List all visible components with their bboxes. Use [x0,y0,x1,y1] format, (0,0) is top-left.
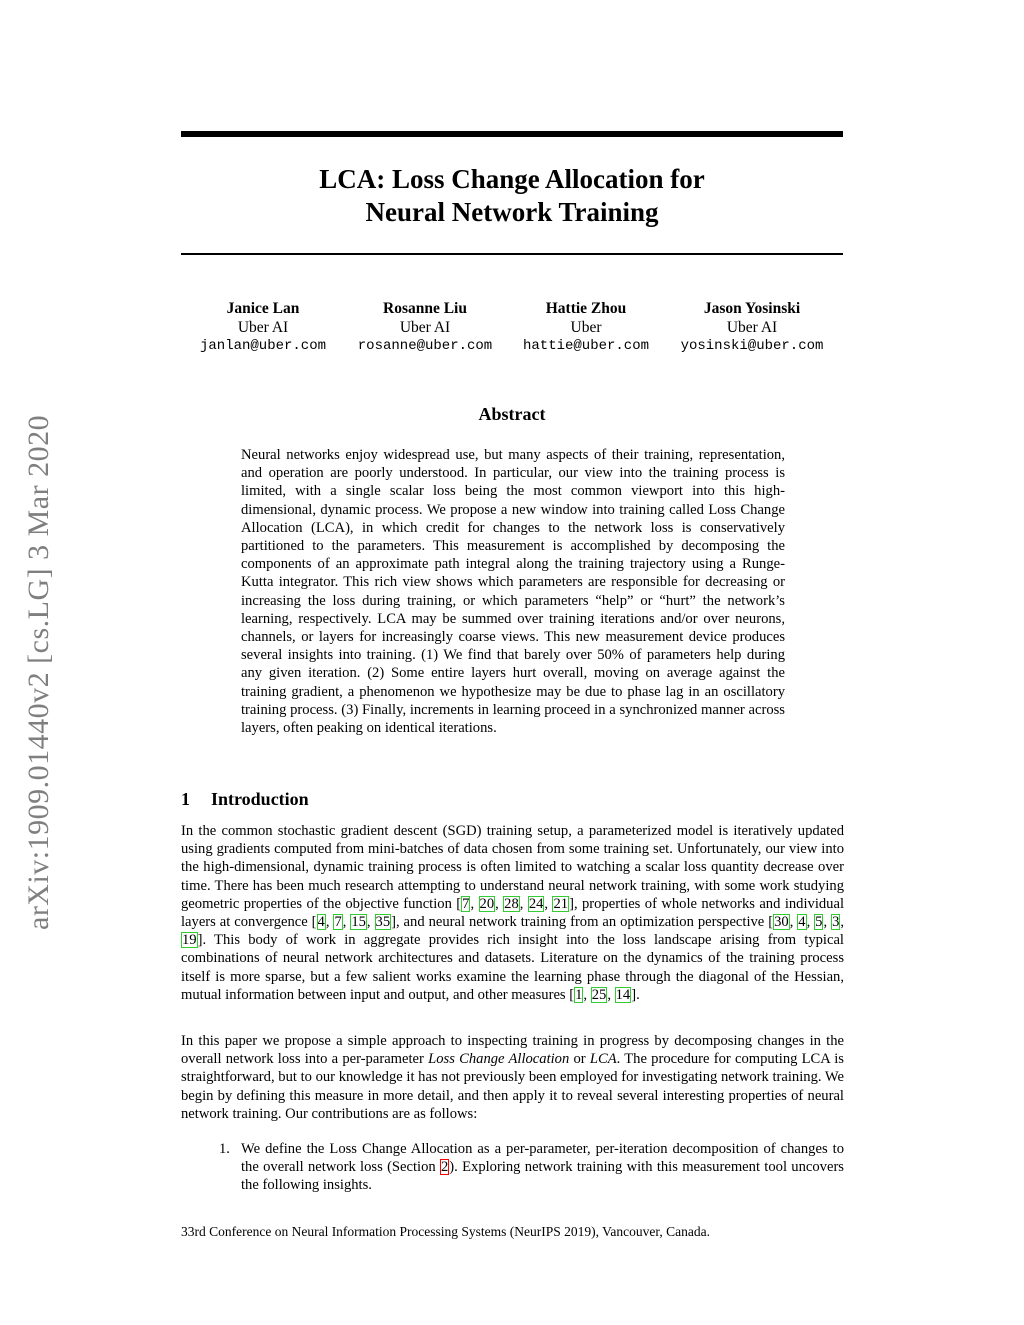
paragraph-text: ], and neural network training from an optimization perspective [ [391,914,774,931]
title-top-rule [181,131,843,137]
paragraph-text: In this paper we propose a simple approach to inspecting training in progress by decomposing changes in the overall network loss into a per-parameter [181,1033,844,1068]
paper-title-line-1: LCA: Loss Change Allocation for [319,164,705,194]
paper-title-line-2: Neural Network Training [365,197,659,227]
citation-link[interactable]: 35 [375,914,391,931]
author-name: Janice Lan [226,300,300,317]
citation-link[interactable]: 21 [553,895,569,912]
introduction-paragraph-1: In the common stochastic gradient descent (SGD) training setup, a parameterized model is iteratively updated using gradients computed from mini-batches of data chosen from some training set. Unfortunately, our view into the high-dimensional, dynamic training process is often limited to watching a scalar loss quantity decrease over time. There has been much research attempting to understand neural network training, with some work studying geometric properties of the objective function [7, 20, 28, 24, 21], properties of whole networks and individual layers at convergence [4, 7, 15, 35], and neural network training from an optimization perspective [30, 4, 5, 3, 19]. This body of work in aggregate provides rich insight into the loss landscape arising from typical combinations of neural network architectures and datasets. Literature on the dynamics of the training process itself is more sparse, but a few salient works examine the learning phase through the diagonal of the Hessian, mutual information between input and output, and other measures [1, 25, 14]. [181,823,845,1003]
emphasis-term: Loss Change Allocation [428,1051,570,1068]
citation-link[interactable]: 20 [479,895,495,912]
citation-link[interactable]: 4 [798,914,806,931]
author-name: Rosanne Liu [383,300,467,317]
paragraph-text: ], properties of whole networks and individual layers at convergence [ [181,895,844,931]
section-heading-introduction [181,789,309,810]
paragraph-text: In the common stochastic gradient descent (SGD) training setup, a parameterized model is iteratively updated using gradients computed from mini-batches of data chosen from some training set. Unfortunately, our view into the high-dimensional, dynamic training process is often limited to watching a scalar loss quantity decrease over time. There has been much research attempting to understand neural network training, with some work studying geometric properties of the objective function [ [181,823,844,912]
author-email[interactable]: janlan@uber.com [199,338,327,354]
citation-link[interactable]: 14 [615,986,631,1003]
author-block [518,299,654,356]
author-name: Jason Yosinski [703,300,801,317]
paragraph-text: . The procedure for computing LCA is straightforward, but to our knowledge it has not previously been employed for investigating network training. We begin by defining this measure in more detail, and then apply it to reveal several interesting properties of neural network training. Our contributions are as follows: [181,1051,844,1122]
author-affiliation: Uber [570,319,602,336]
citation-link[interactable]: 15 [351,914,366,931]
author-list [181,299,843,359]
arxiv-identifier: arXiv:1909.01440v2 [cs.LG] 3 Mar 2020 [22,414,55,930]
citation-link[interactable]: 3 [832,914,840,931]
section-number: 1 [181,789,190,809]
title-bottom-rule [181,253,843,255]
author-block [351,299,499,356]
author-affiliation: Uber AI [726,319,778,336]
citation-link[interactable]: 25 [591,986,607,1003]
paragraph-text: or [569,1051,590,1068]
citation-link[interactable]: 1 [575,986,583,1003]
author-email[interactable]: hattie@uber.com [522,338,650,354]
list-item-text: ). Exploring network training with this measurement tool uncovers the following insights. [241,1159,844,1194]
citation-link[interactable]: 19 [182,932,197,949]
contribution-list-item [219,1140,844,1195]
author-block [674,299,830,356]
section-reference-link[interactable]: 2 [441,1159,449,1176]
author-email[interactable]: rosanne@uber.com [357,338,493,354]
author-name: Hattie Zhou [545,300,627,317]
citation-link[interactable]: 30 [774,914,789,931]
abstract-text: Neural networks enjoy widespread use, but many aspects of their training, representation, and operation are poorly understood. In particular, our view into the training process is limited, with a single scalar loss being the most common viewport into this high-dimensional, dynamic process. We propose a new window into training called Loss Change Allocation (LCA), in which credit for changes to the network loss is conservatively partitioned to the parameters. This measurement is accomplished by decomposing the components of an approximate path integral along the training trajectory using a Runge-Kutta integrator. This rich view shows which parameters are responsible for decreasing or increasing the loss during training, or which parameters “help” or “hurt” the network’s learning, respectively. LCA may be summed over training iterations and/or over neurons, channels, or layers for increasingly coarse views. This new measurement device produces several insights into training. (1) We find that barely over 50% of parameters help during any given iteration. (2) Some entire layers hurt overall, moving on average against the training gradient, a phenomenon we hypothesize may be due to phase lag in an oscillatory training process. (3) Finally, increments in learning proceed in a synchronized manner across layers, often peaking on identical iterations. [241,447,785,737]
author-affiliation: Uber AI [237,319,289,336]
citation-link[interactable]: 7 [462,895,470,912]
list-marker: 1. [219,1141,230,1157]
conference-footnote: 33rd Conference on Neural Information Processing Systems (NeurIPS 2019), Vancouver, Canada. [181,1224,710,1239]
paper-title [181,163,843,229]
author-block [197,299,329,356]
list-item-text: We define the Loss Change Allocation as a per-parameter, per-iteration decomposition of changes to the overall network loss (Section [241,1141,844,1176]
author-affiliation: Uber AI [399,319,451,336]
citation-link[interactable]: 4 [317,914,325,931]
citation-link[interactable]: 5 [815,914,823,931]
abstract-heading: Abstract [478,404,546,424]
citation-link[interactable]: 28 [504,895,519,912]
author-email[interactable]: yosinski@uber.com [680,338,824,354]
paragraph-text: ]. This body of work in aggregate provides rich insight into the loss landscape arising from typical combinations of neural network architectures and datasets. Literature on the dynamics of the training process itself is more sparse, but a few salient works examine the learning phase through the diagonal of the Hessian, mutual information between input and output, and other measures [ [181,932,844,1003]
introduction-paragraph-2 [181,1032,844,1123]
paragraph-text: ]. [631,986,640,1003]
emphasis-term: LCA [589,1051,617,1068]
citation-link[interactable]: 24 [528,895,544,912]
citation-link[interactable]: 7 [334,914,342,931]
section-title: Introduction [211,789,309,809]
